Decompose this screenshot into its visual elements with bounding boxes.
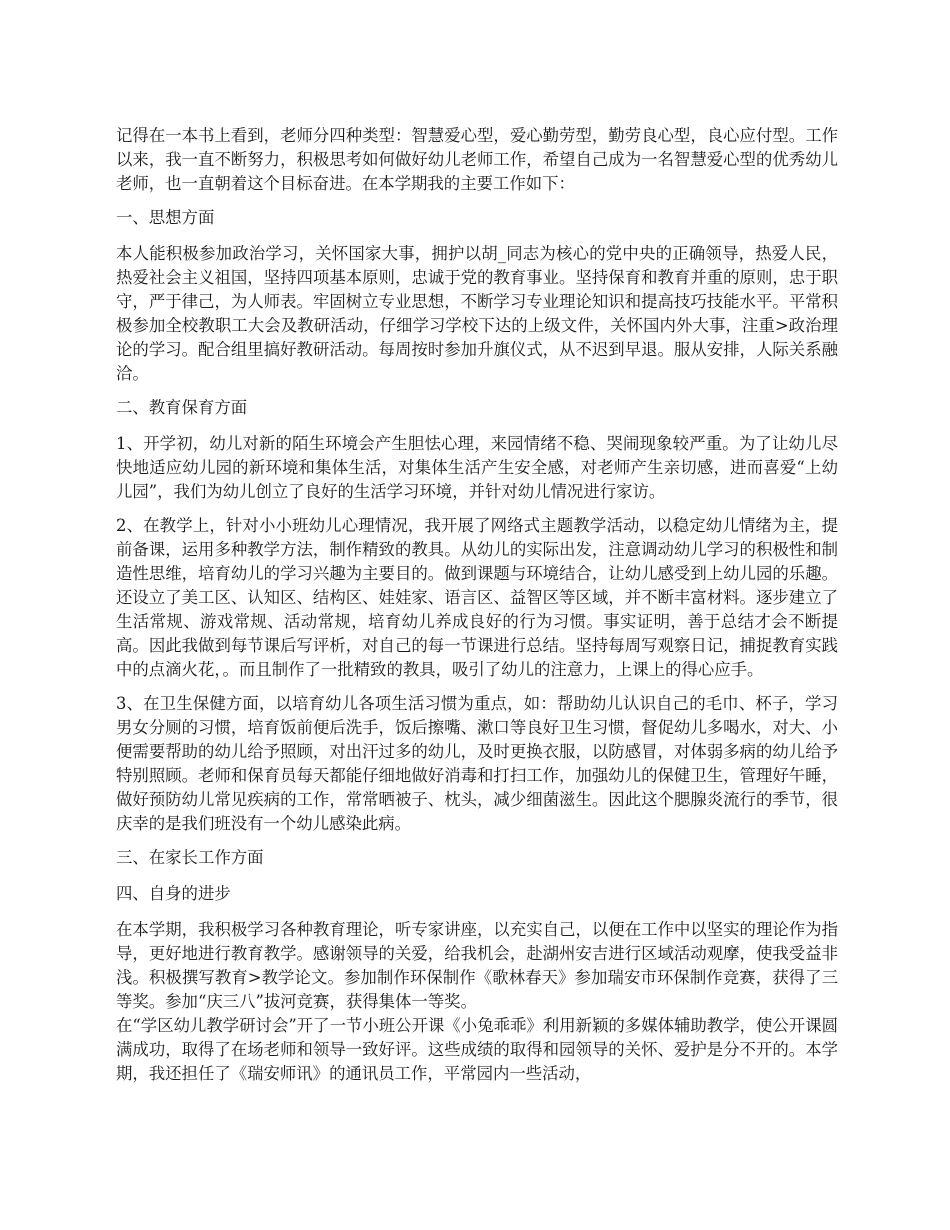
section-heading-education: 二、教育保育方面	[116, 398, 248, 417]
section-heading-thought: 一、思想方面	[116, 208, 215, 227]
self-progress-paragraph-2: 在“学区幼儿教学研讨会”开了一节小班公开课《小兔乖乖》利用新颖的多媒体辅助教学，使公开课圆满成功，取得了在场老师和领导一致好评。这些成绩的取得和园领导的关怀、爱护是分不开的。本学期，我还担任了《瑞安师讯》的通讯员工作，平常园内一些活动，	[116, 1016, 838, 1083]
education-paragraph-3: 3、在卫生保健方面，以培育幼儿各项生活习惯为重点，如：帮助幼儿认识自己的毛巾、杯子，学习男女分厕的习惯，培育饭前便后洗手，饭后擦嘴、漱口等良好卫生习惯，督促幼儿多喝水，对大、小便需要帮助的幼儿给予照顾，对出汗过多的幼儿，及时更换衣服，以防感冒，对体弱多病的幼儿给予特别照顾。老师和保育员每天都能仔细地做好消毒和打扫工作，加强幼儿的保健卫生，管理好午睡，做好预防幼儿常见疾病的工作，常常晒被子、枕头，减少细菌滋生。因此这个腮腺炎流行的季节，很庆幸的是我们班没有一个幼儿感染此病。	[116, 694, 838, 833]
section-heading-parents: 三、在家长工作方面	[116, 848, 264, 867]
section-heading-self-progress: 四、自身的进步	[116, 884, 231, 903]
section-thought-paragraph: 本人能积极参加政治学习，关怀国家大事，拥护以胡_同志为核心的党中央的正确领导，热爱人民，热爱社会主义祖国，坚持四项基本原则，忠诚于党的教育事业。坚持保育和教育并重的原则，忠于职守，严于律己，为人师表。牢固树立专业思想，不断学习专业理论知识和提高技巧技能水平。平常积极参加全校教职工大会及教研活动，仔细学习学校下达的上级文件，关怀国内外大事，注重>政治理论的学习。配合组里搞好教研活动。每周按时参加升旗仪式，从不迟到早退。服从安排，人际关系融洽。	[116, 244, 838, 383]
self-progress-paragraph-1: 在本学期，我积极学习各种教育理论，听专家讲座，以充实自己，以便在工作中以坚实的理论作为指导，更好地进行教育教学。感谢领导的关爱，给我机会，赴湖州安吉进行区域活动观摩，使我受益非浅。积极撰写教育>教学论文。参加制作环保制作《歌林春天》参加瑞安市环保制作竞赛，获得了三等奖。参加“庆三八”拔河竞赛，获得集体一等奖。	[116, 920, 838, 1011]
education-paragraph-2: 2、在教学上，针对小小班幼儿心理情况，我开展了网络式主题教学活动，以稳定幼儿情绪为主，提前备课，运用多种教学方法，制作精致的教具。从幼儿的实际出发，注意调动幼儿学习的积极性和制造性思维，培育幼儿的学习兴趣为主要目的。做到课题与环境结合，让幼儿感受到上幼儿园的乐趣。还设立了美工区、认知区、结构区、娃娃家、语言区、益智区等区域，并不断丰富材料。逐步建立了生活常规、游戏常规、活动常规，培育幼儿养成良好的行为习惯。事实证明，善于总结才会不断提高。因此我做到每节课后写评析，对自己的每一节课进行总结。坚持每周写观察日记，捕捉教育实践中的点滴火花，。而且制作了一批精致的教具，吸引了幼儿的注意力，上课上的得心应手。	[116, 516, 838, 679]
intro-paragraph: 记得在一本书上看到，老师分四种类型：智慧爱心型，爱心勤劳型，勤劳良心型，良心应付型。工作以来，我一直不断努力，积极思考如何做好幼儿老师工作，希望自己成为一名智慧爱心型的优秀幼儿老师，也一直朝着这个目标奋进。在本学期我的主要工作如下：	[116, 126, 838, 193]
education-paragraph-1: 1、开学初，幼儿对新的陌生环境会产生胆怯心理，来园情绪不稳、哭闹现象较严重。为了让幼儿尽快地适应幼儿园的新环境和集体生活，对集体生活产生安全感，对老师产生亲切感，进而喜爱“上幼儿园”，我们为幼儿创立了良好的生活学习环境，并针对幼儿情况进行家访。	[116, 434, 838, 501]
document-page	[116, 124, 838, 1096]
